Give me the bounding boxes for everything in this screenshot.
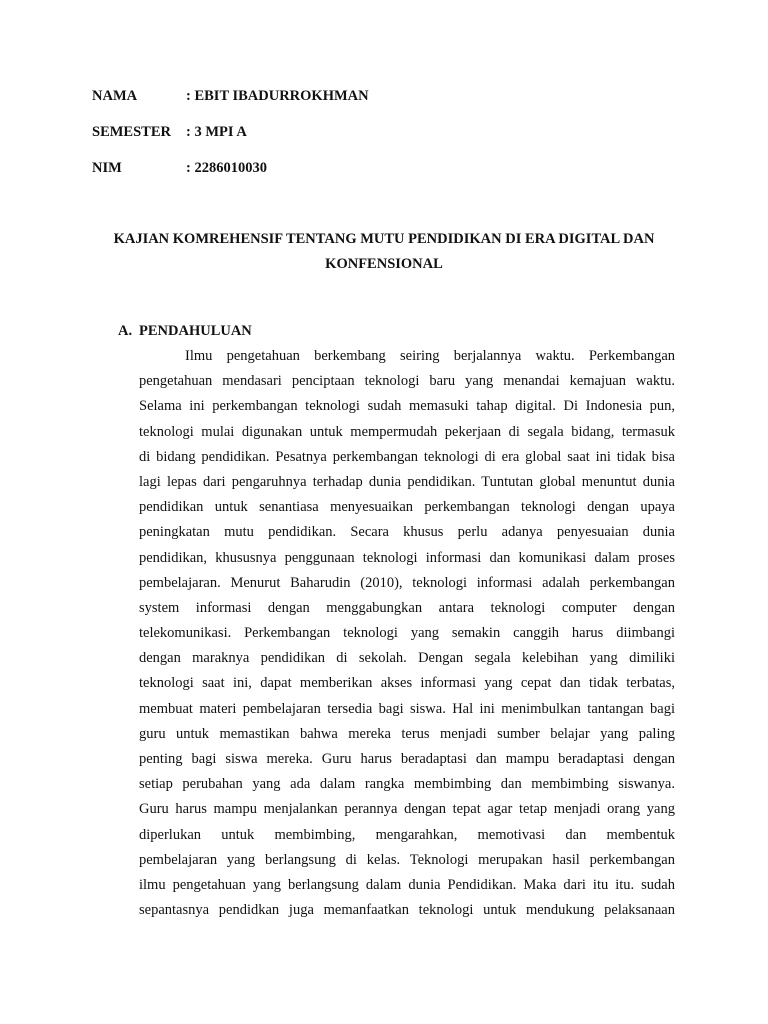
paragraph-line: telekomunikasi. Perkembangan teknologi yang semakin canggih harus diimbangi bbox=[139, 625, 675, 642]
paragraph-line: pembelajaran yang berlangsung di kelas. Teknologi merupakan hasil perkembangan bbox=[139, 851, 675, 868]
section-paragraph bbox=[139, 344, 675, 923]
paragraph-line: teknologi saat ini, dapat memberikan akses informasi yang cepat dan tidak terbatas, bbox=[139, 675, 675, 692]
paragraph-line: Guru harus mampu menjalankan perannya dengan tepat agar tetap menjadi orang yang bbox=[139, 801, 675, 818]
paragraph-line: system informasi dengan menggabungkan antara teknologi computer dengan bbox=[139, 599, 675, 616]
paragraph-line: sepantasnya pendidkan juga memanfaatkan teknologi untuk mendukung pelaksanaan bbox=[139, 902, 675, 919]
student-identity bbox=[92, 86, 492, 194]
semester-value: : 3 MPI A bbox=[186, 124, 247, 140]
paragraph-line: membuat materi pembelajaran tersedia bagi siswa. Hal ini menimbulkan tantangan bagi bbox=[139, 700, 675, 717]
paragraph-line: Ilmu pengetahuan berkembang seiring berjalannya waktu. Perkembangan bbox=[185, 348, 675, 364]
nama-label: NAMA bbox=[92, 88, 138, 104]
nim-value: : 2286010030 bbox=[186, 160, 267, 176]
section-heading-text: PENDAHULUAN bbox=[139, 323, 252, 339]
paragraph-line: pendidikan untuk senantiasa menyesuaikan perkembangan teknologi dengan upaya bbox=[139, 499, 675, 516]
nim-label: NIM bbox=[92, 160, 122, 176]
paragraph-line: ilmu pengetahuan yang berlangsung dalam dunia Pendidikan. Maka dari itu itu. sudah bbox=[139, 876, 675, 893]
paragraph-line: diperlukan untuk membimbing, mengarahkan, memotivasi dan membentuk bbox=[139, 826, 675, 843]
paragraph-line: guru untuk memastikan bahwa mereka terus menjadi sumber belajar yang paling bbox=[139, 725, 675, 742]
paragraph-line: teknologi mulai digunakan untuk mempermudah pekerjaan di segala bidang, termasuk bbox=[139, 423, 675, 440]
identity-row-semester bbox=[92, 122, 492, 158]
section-heading bbox=[118, 321, 252, 341]
paragraph-line: peningkatan mutu pendidikan. Secara khusus perlu adanya penyesuaian dunia bbox=[139, 524, 675, 541]
paragraph-line: pengetahuan mendasari penciptaan teknologi baru yang menandai kemajuan waktu. bbox=[139, 373, 675, 390]
paragraph-line: setiap perubahan yang ada dalam rangka membimbing dan membimbing siswanya. bbox=[139, 776, 675, 793]
paragraph-line: dengan maraknya pendidikan di sekolah. Dengan segala kelebihan yang dimiliki bbox=[139, 650, 675, 667]
identity-row-nim bbox=[92, 158, 492, 194]
paragraph-line: pendidikan, khususnya penggunaan teknologi informasi dan komunikasi dalam proses bbox=[139, 549, 675, 566]
identity-row-nama bbox=[92, 86, 492, 122]
paragraph-line: Selama ini perkembangan teknologi sudah memasuki tahap digital. Di Indonesia pun, bbox=[139, 398, 675, 415]
nama-value: : EBIT IBADURROKHMAN bbox=[186, 88, 369, 104]
document-title bbox=[86, 227, 682, 277]
title-line-2: KONFENSIONAL bbox=[325, 256, 443, 272]
paragraph-line: di bidang pendidikan. Pesatnya perkembangan teknologi di era global saat ini tidak bisa bbox=[139, 448, 675, 465]
paragraph-line: lagi lepas dari pengaruhnya terhadap dunia pendidikan. Tuntutan global menuntut dunia bbox=[139, 473, 675, 490]
paragraph-line: pembelajaran. Menurut Baharudin (2010), teknologi informasi adalah perkembangan bbox=[139, 574, 675, 591]
semester-label: SEMESTER bbox=[92, 124, 171, 140]
section-letter: A. bbox=[118, 323, 133, 339]
title-line-1: KAJIAN KOMREHENSIF TENTANG MUTU PENDIDIKAN DI ERA DIGITAL DAN bbox=[113, 231, 655, 247]
paragraph-line: penting bagi siswa mereka. Guru harus beradaptasi dan mampu beradaptasi dengan bbox=[139, 751, 675, 767]
